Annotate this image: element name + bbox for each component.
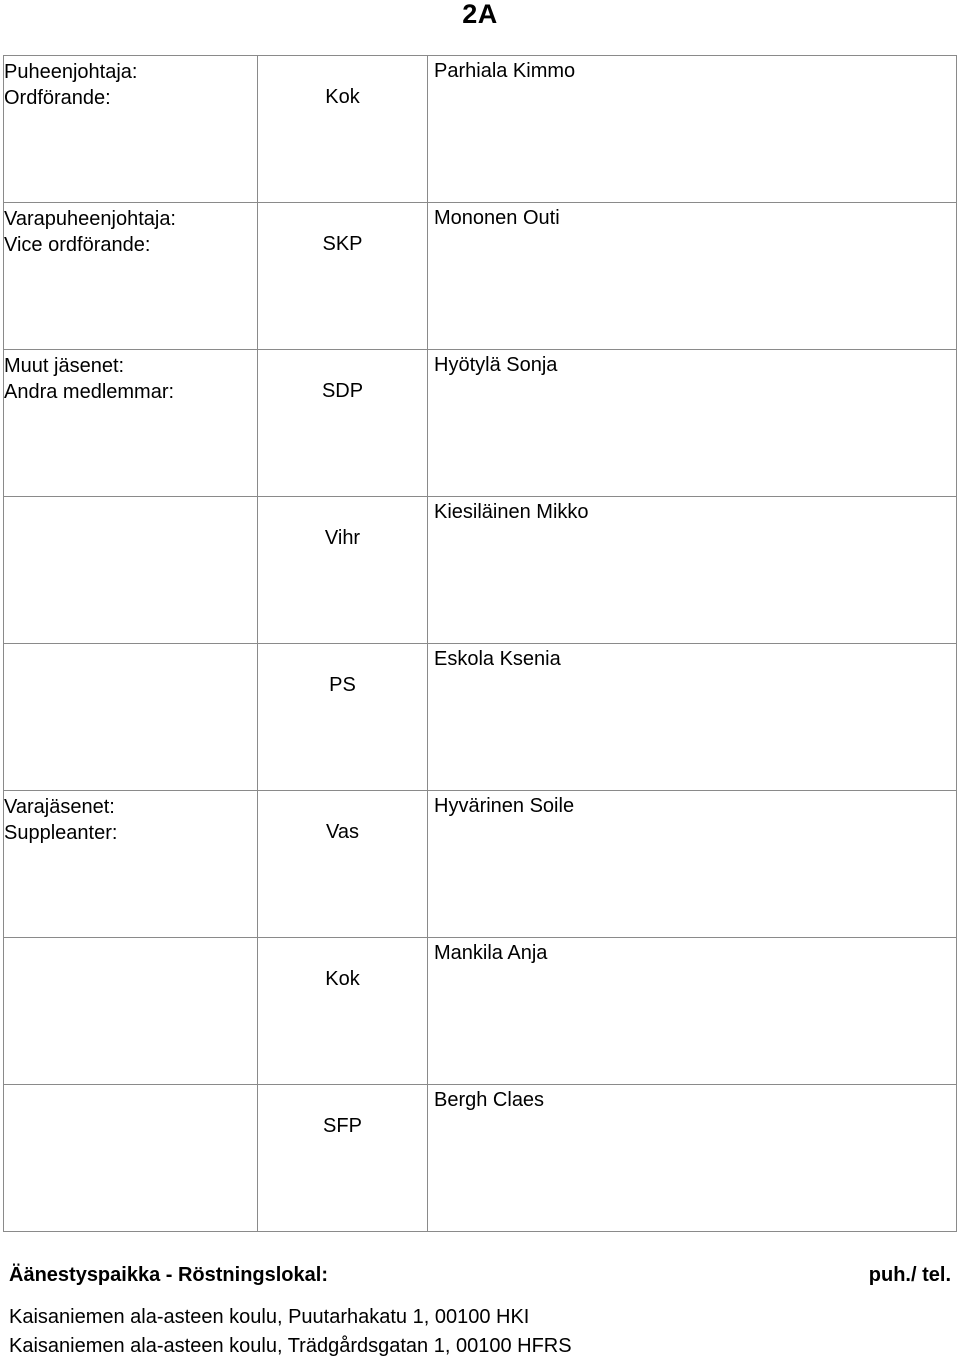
member-cell: [428, 644, 957, 791]
party-label: PS: [329, 674, 356, 696]
party-label: SFP: [323, 1115, 362, 1137]
member-name: Mankila Anja: [434, 942, 548, 964]
member-cell: [428, 791, 957, 938]
party-label: Vas: [326, 821, 359, 843]
role-sv: Vice ordförande:: [4, 234, 151, 256]
table-row: [4, 350, 957, 497]
role-cell: [4, 644, 258, 791]
phone-label: puh./ tel.: [868, 1264, 951, 1286]
party-label: SKP: [322, 233, 363, 255]
role-sv: Ordförande:: [4, 87, 111, 109]
role-sv: Andra medlemmar:: [4, 381, 175, 403]
table-row: [4, 644, 957, 791]
role-fi: Puheenjohtaja:: [4, 61, 138, 83]
party-label: SDP: [321, 380, 364, 402]
party-cell: [258, 791, 428, 938]
member-name: Hyvärinen Soile: [434, 795, 575, 817]
member-name: Bergh Claes: [434, 1089, 545, 1111]
party-cell: [258, 497, 428, 644]
table-row: [4, 791, 957, 938]
polling-address-sv: Kaisaniemen ala-asteen koulu, Trädgårdsgatan 1, 00100 HFRS: [9, 1335, 572, 1357]
party-label: Kok: [325, 968, 360, 990]
table-row: [4, 938, 957, 1085]
member-name: Parhiala Kimmo: [434, 60, 576, 82]
role-sv: Suppleanter:: [4, 822, 118, 844]
party-label: Kok: [325, 86, 360, 108]
member-cell: [428, 203, 957, 350]
role-cell: [4, 791, 258, 938]
member-cell: [428, 56, 957, 203]
role-fi: Varapuheenjohtaja:: [4, 208, 176, 230]
party-cell: [258, 644, 428, 791]
board-members-table: [3, 55, 957, 1232]
member-name: Mononen Outi: [434, 207, 560, 229]
party-cell: [258, 56, 428, 203]
polling-station-header: [9, 1262, 951, 1288]
party-cell: [258, 1085, 428, 1232]
role-cell: [4, 203, 258, 350]
role-cell: [4, 938, 258, 1085]
party-cell: [258, 938, 428, 1085]
role-fi: Muut jäsenet:: [4, 355, 125, 377]
page-title: 2A: [462, 0, 498, 29]
party-cell: [258, 350, 428, 497]
member-cell: [428, 1085, 957, 1232]
party-label: Vihr: [324, 527, 361, 549]
member-name: Kiesiläinen Mikko: [434, 501, 589, 523]
party-cell: [258, 203, 428, 350]
table-row: [4, 1085, 957, 1232]
role-fi: Varajäsenet:: [4, 796, 115, 818]
role-cell: [4, 497, 258, 644]
member-name: Eskola Ksenia: [434, 648, 561, 670]
table-row: [4, 497, 957, 644]
polling-station-heading: Äänestyspaikka - Röstningslokal:: [9, 1264, 328, 1286]
member-cell: [428, 938, 957, 1085]
member-cell: [428, 497, 957, 644]
polling-address-fi: Kaisaniemen ala-asteen koulu, Puutarhakatu 1, 00100 HKI: [9, 1306, 530, 1328]
role-cell: [4, 350, 258, 497]
table-row: [4, 203, 957, 350]
member-name: Hyötylä Sonja: [434, 354, 558, 376]
role-cell: [4, 56, 258, 203]
role-cell: [4, 1085, 258, 1232]
table-row: [4, 56, 957, 203]
member-cell: [428, 350, 957, 497]
